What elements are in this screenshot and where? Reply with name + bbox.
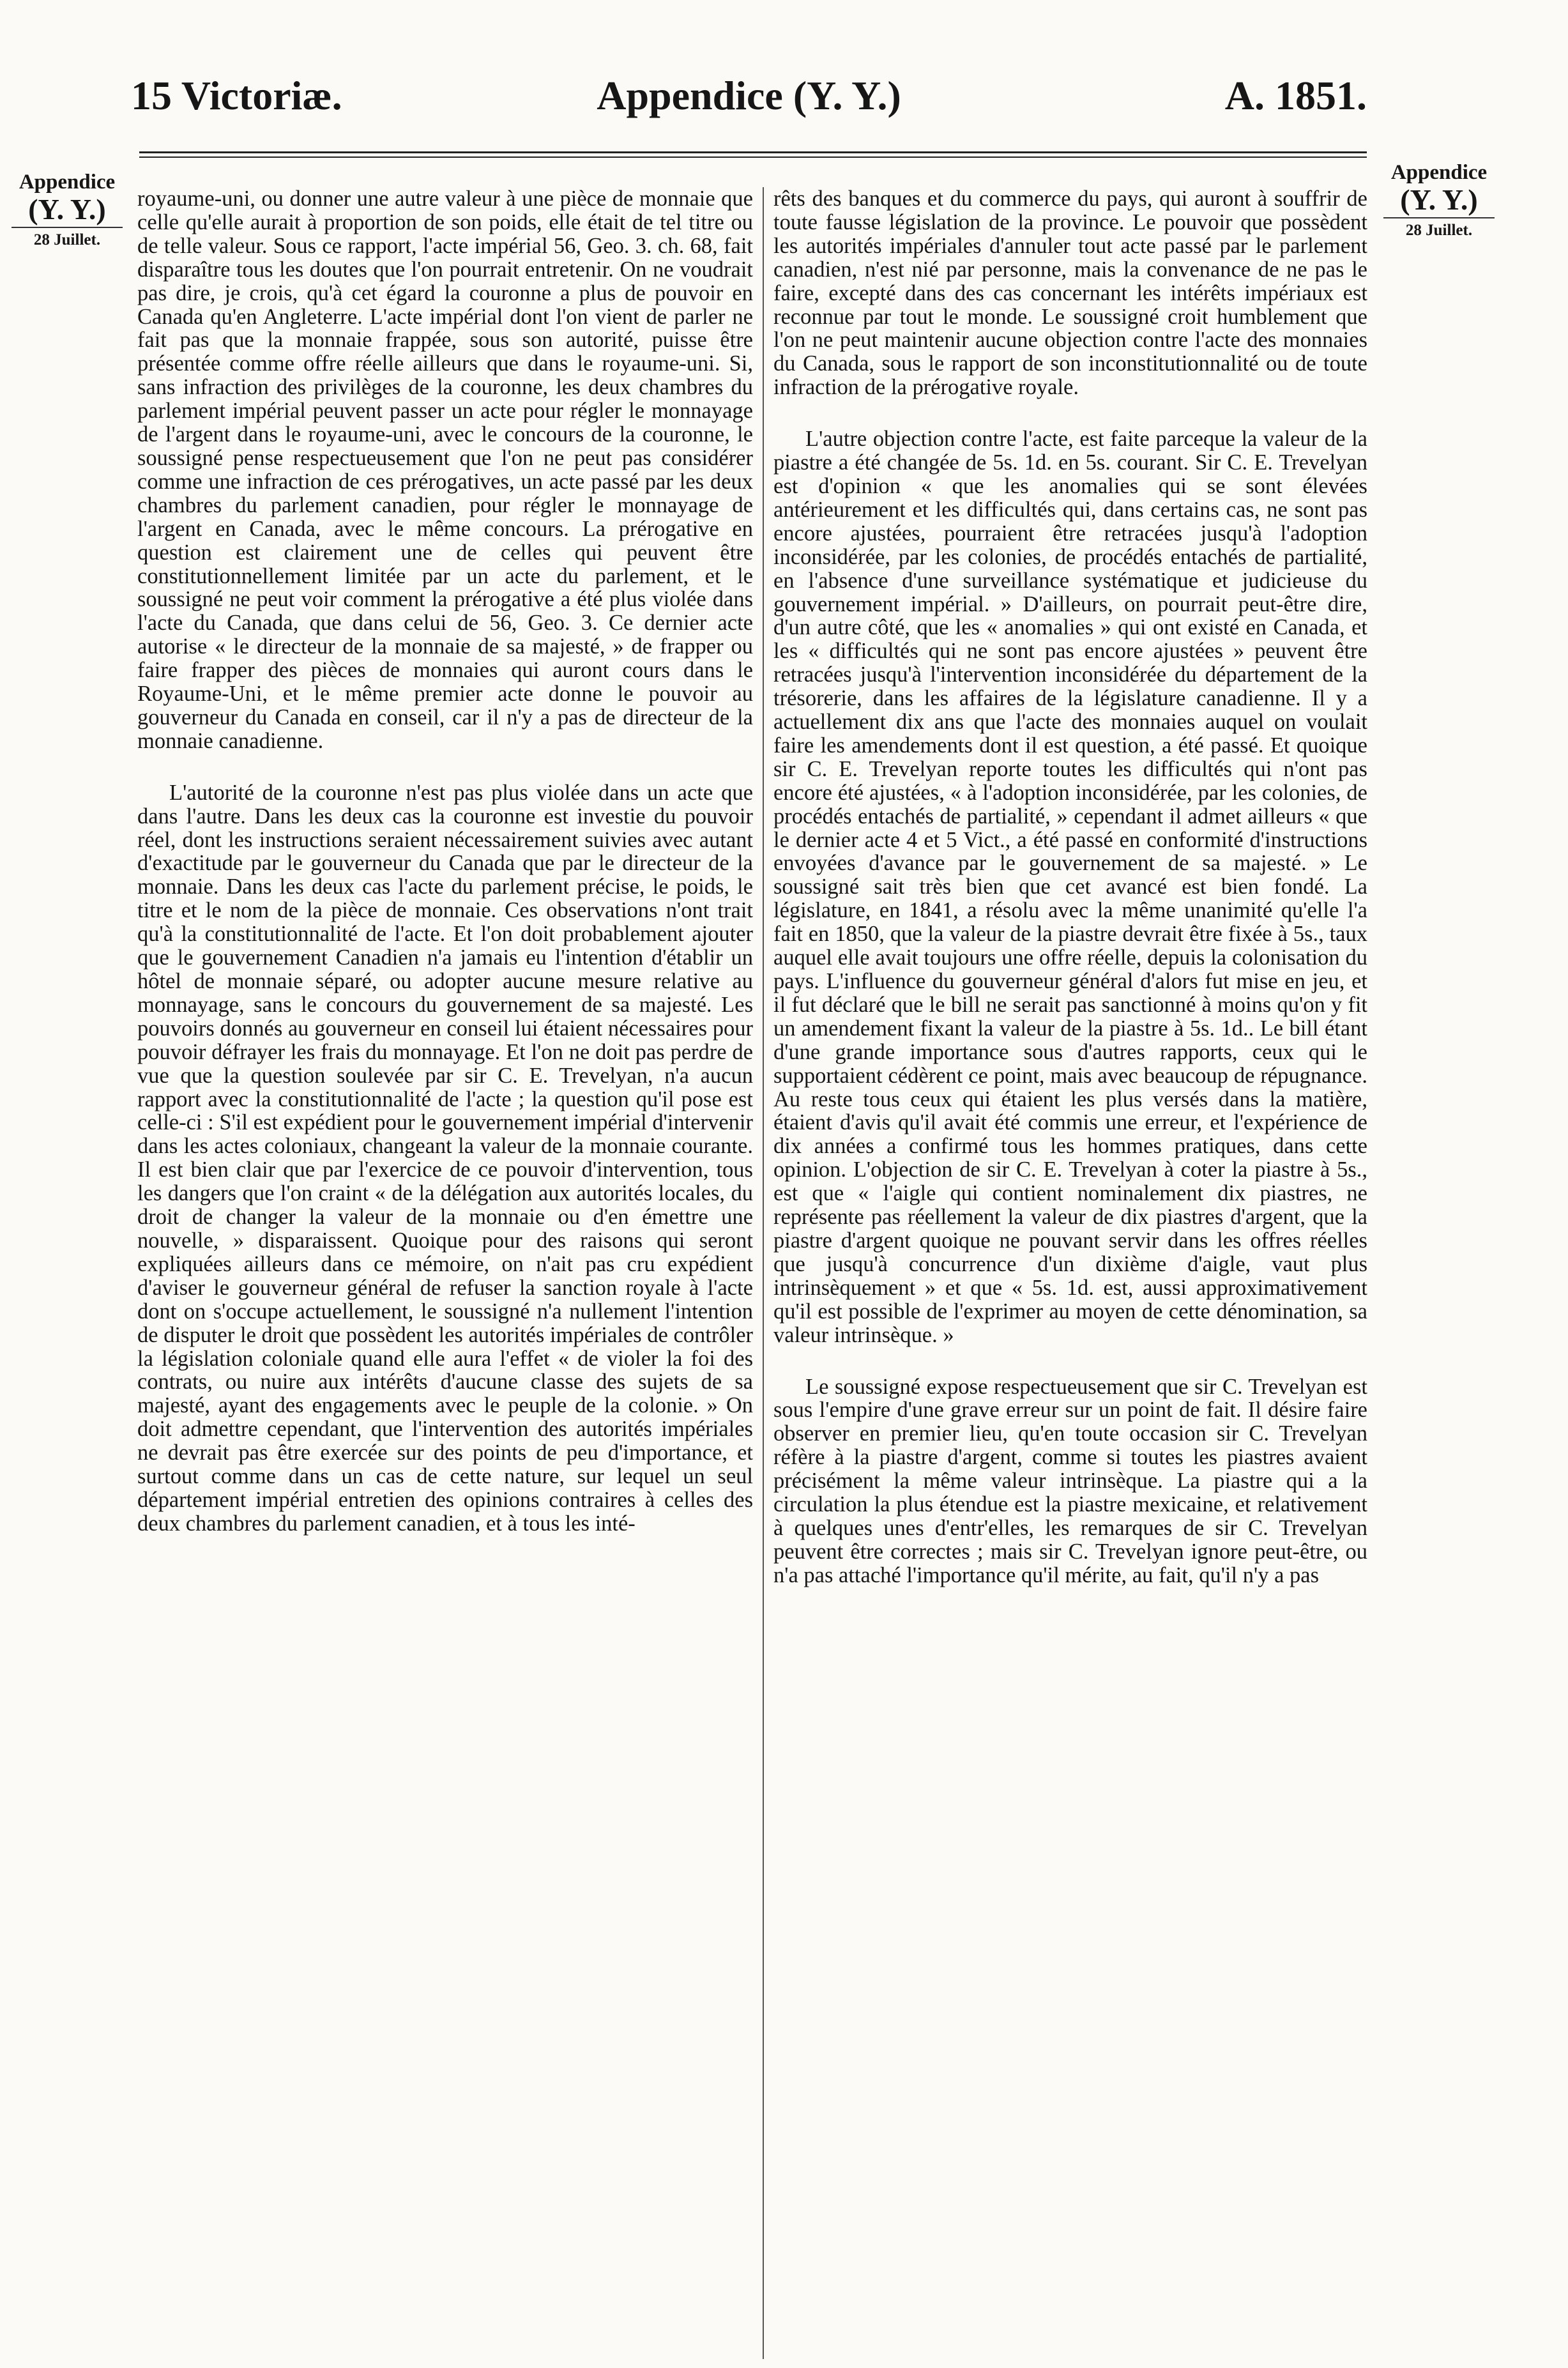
- paragraph: L'autorité de la couronne n'est pas plus violée dans un acte que dans l'autre. Dans les deux cas la couronne est investie du pouvoir réel, dont les instructions seraient nécessairement suivies avec autant d'exactitude par le gouverneur du Canada que par le directeur de la monnaie. Dans les deux cas l'acte du parlement précise, le poids, le titre et le nom de la pièce de monnaie. Ces observations n'ont trait qu'à la constitutionnalité de l'acte. Et l'on doit probablement ajouter que le gouvernement Canadien n'a jamais eu l'intention d'établir un hôtel de monnaie séparé, ou adopter aucune mesure relative au monnayage, sans le concours du gouvernement de sa majesté. Les pouvoirs donnés au gouverneur en conseil lui étaient nécessaires pour pouvoir défrayer les frais du monnayage. Et l'on ne doit pas perdre de vue que la question soulevée par sir C. E. Trevelyan, n'a aucun rapport avec la constitutionnalité de l'acte ; la question qu'il pose est celle-ci : S'il est expédient pour le gouvernement impérial d'intervenir dans les actes coloniaux, changeant la valeur de la monnaie courante. Il est bien clair que par l'exercice de ce pouvoir d'intervention, tous les dangers que l'on craint « de la délégation aux autorités locales, du droit de changer la valeur de la monnaie ou d'en émettre une nouvelle, » disparaissent. Quoique pour des raisons qui seront expliquées ailleurs dans ce mémoire, on n'ait pas cru expédient d'aviser le gouverneur général de refuser la sanction royale à l'acte dont on s'occupe actuellement, le soussigné n'a nullement l'intention de disputer le droit que possèdent les autorités impériales de contrôler la législation coloniale quand elle aura l'effet « de violer la foi des contrats, ou nuire aux intérêts d'aucune classe des sujets de sa majesté, ayant des engagements avec le peuple de la colonie. » On doit admettre cependant, que l'intervention des autorités impériales ne devrait pas être exercée sur des points de peu d'importance, et surtout comme dans un cas de cette nature, sur lequel un seul département impérial entretien des opinions contraires à celles des deux chambres du parlement canadien, et à tous les inté-: [137, 780, 753, 1536]
- right-text-column: [773, 187, 1367, 1587]
- margin-note-divider: [11, 227, 123, 228]
- left-margin-note: [6, 169, 128, 250]
- margin-note-title: Appendice: [19, 171, 116, 194]
- paragraph: royaume-uni, ou donner une autre valeur à une pièce de monnaie que celle qu'elle aurait à proportion de son poids, elle était de tel titre ou de telle valeur. Sous ce rapport, l'acte impérial 56, Geo. 3. ch. 68, fait disparaître tous les doutes que l'on pourrait entretenir. On ne voudrait pas dire, je crois, qu'à cet égard la couronne a plus de pouvoir en Canada qu'en Angleterre. L'acte impérial dont l'on vient de parler ne fait pas que la monnaie frappée, sous son autorité, puisse être présentée comme offre réelle ailleurs que dans le royaume-uni. Si, sans infraction des privilèges de la couronne, les deux chambres du parlement impérial peuvent passer un acte pour régler le monnayage de l'argent dans le royaume-uni, avec le concours de la couronne, le soussigné pense respectueusement que l'on ne peut pas considérer comme une infraction de ces prérogatives, un acte passé par les deux chambres du parlement canadien, pour régler le monnayage de l'argent en Canada, avec le même concours. La prérogative en question est clairement une de celles qui peuvent être constitutionnellement limitée par un acte du parlement, et le soussigné ne peut voir comment la prérogative a été plus violée dans l'acte du Canada, que dans celui de 56, Geo. 3. Ce dernier acte autorise « le directeur de la monnaie de sa majesté, » de frapper ou faire frapper des pièces de monnaies qui auront cours dans le Royaume-Uni, et le même premier acte donne le pouvoir au gouverneur du Canada en conseil, car il n'y a pas de directeur de la monnaie canadienne.: [137, 187, 753, 753]
- margin-note-date: 28 Juillet.: [33, 231, 101, 248]
- margin-note-appendix: (Y. Y.): [28, 193, 106, 225]
- page-header: [131, 67, 1367, 125]
- header-rule-top: [139, 151, 1367, 153]
- header-rule-bottom: [139, 157, 1367, 158]
- paragraph: L'autre objection contre l'acte, est faite parceque la valeur de la piastre a été changée de 5s. 1d. en 5s. courant. Sir C. E. Trevelyan est d'opinion « que les anomalies qui se sont élevées antérieurement et les difficultés qui, dans certains cas, ne sont pas encore ajustées, pourraient être retracées jusqu'à l'adoption inconsidérée, par les colonies, de procédés entachés de partialité, en l'absence d'une surveillance systématique et judicieuse du gouvernement impérial. » D'ailleurs, on pourrait peut-être dire, d'un autre côté, que les « anomalies » qui ont existé en Canada, et les « difficultés qui ne sont pas encore ajustées » peuvent être retracées jusqu'à l'intervention inconsidérée du département de la trésorerie, dans les affaires de la législature canadienne. Il y a actuellement dix ans que l'acte des monnaies auquel on voulait faire les amendements dont il est question, a été passé. Et quoique sir C. E. Trevelyan reporte toutes les difficultés qui n'ont pas encore été ajustées, « à l'adoption inconsidérée, par les colonies, de procédés entachés de partialité, » cependant il admet ailleurs « que le dernier acte 4 et 5 Vict., a été passé en conformité d'instructions envoyées d'avance par le gouvernement de sa majesté. » Le soussigné sait très bien que cet avancé est bien fondé. La législature, en 1841, a résolu avec la même unanimité qu'elle l'a fait en 1850, que la valeur de la piastre devrait être fixée à 5s., taux auquel elle avait toujours une offre réelle, depuis la colonisation du pays. L'influence du gouverneur général d'alors fut mise en jeu, et il fut déclaré que le bill ne serait pas sanctionné à moins qu'on y fit un amendement fixant la valeur de la piastre à 5s. 1d.. Le bill étant d'une grande importance sous d'autres rapports, ceux qui le supportaient cédèrent ce point, mais avec beaucoup de répugnance. Au reste tous ceux qui étaient les plus versés dans la matière, étaient d'avis qu'il avait été commis une erreur, et l'expérience de dix années a confirmé tous les hommes pratiques, dans cette opinion. L'objection de sir C. E. Trevelyan à coter la piastre à 5s., est que « l'aigle qui contient nominalement dix piastres, ne représente pas réellement la valeur de dix piastres d'argent, que la piastre d'argent quoique ne pouvant servir dans les offres réelles que jusqu'à concurrence d'un dixième d'aigle, vaut plus intrinsèquement » et que « 5s. 1d. est, aussi approximativement qu'il est possible de l'exprimer au moyen de cette dénomination, sa valeur intrinsèque. »: [773, 427, 1367, 1347]
- paragraph: Le soussigné expose respectueusement que sir C. Trevelyan est sous l'empire d'une grave erreur sur un point de fait. Il désire faire observer en premier lieu, qu'en toute occasion sir C. Trevelyan réfère à la piastre d'argent, comme si toutes les piastres avaient précisément la même valeur intrinsèque. La piastre qui a la circulation la plus étendue est la piastre mexicaine, et relativement à quelques unes d'entr'elles, les remarques de sir C. Trevelyan peuvent être correctes ; mais sir C. Trevelyan ignore peut-être, ou n'a pas attaché l'importance qu'il mérite, au fait, qu'il n'y a pas: [773, 1374, 1367, 1587]
- header-session: 15 Victoriæ.: [131, 73, 342, 118]
- left-text-column: [137, 187, 753, 1536]
- margin-note-divider: [1383, 217, 1495, 218]
- margin-note-appendix: (Y. Y.): [1400, 183, 1478, 216]
- paragraph: rêts des banques et du commerce du pays, qui auront à souffrir de toute fausse législation de la province. Le pouvoir que possèdent les autorités impériales d'annuler tout acte passé par le parlement canadien, n'est nié par personne, mais la convenance de ne pas le faire, excepté dans des cas concernant les intérêts impériaux est reconnue par tout le monde. Le soussigné croit humblement que l'on ne peut maintenir aucune objection contre l'acte des monnaies du Canada, sous le rapport de son inconstitutionnalité ou de toute infraction de la prérogative royale.: [773, 187, 1367, 400]
- right-margin-note: [1378, 160, 1500, 240]
- header-year: A. 1851.: [1224, 73, 1367, 118]
- margin-note-date: 28 Juillet.: [1405, 222, 1473, 239]
- header-appendix-title: Appendice (Y. Y.): [597, 73, 901, 118]
- column-divider: [763, 187, 764, 2359]
- margin-note-title: Appendice: [1390, 161, 1488, 184]
